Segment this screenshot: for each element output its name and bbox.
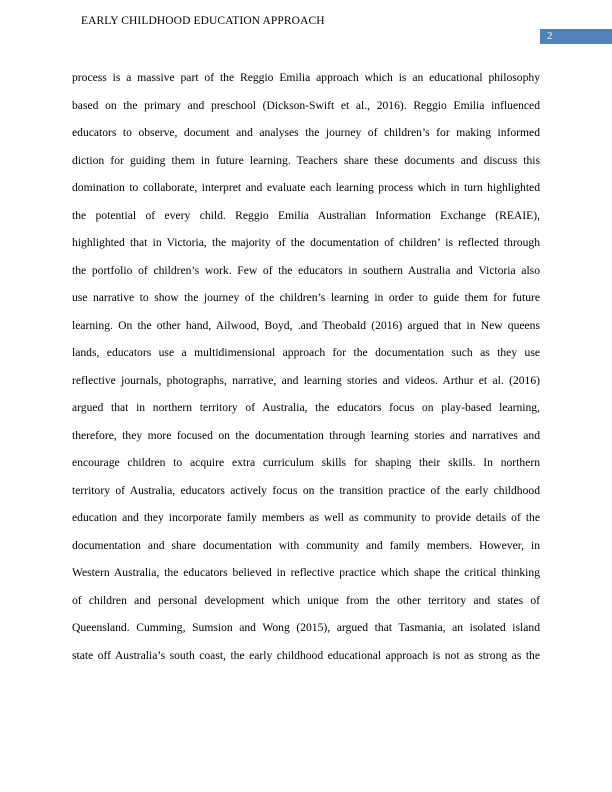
text-line: based on the primary and preschool (Dickson-Swift et al., 2016). Reggio Emilia influenced — [72, 98, 540, 112]
text-line: argued that in northern territory of Australia, the educators focus on play-based learning, — [72, 401, 540, 414]
text-line: educators to observe, document and analyses the journey of children’s for making informed — [72, 126, 540, 139]
text-line: diction for guiding them in future learning. Teachers share these documents and discuss this — [72, 153, 540, 167]
text-line: learning. On the other hand, Ailwood, Boyd, .and Theobald (2016) argued that in New queens — [72, 318, 540, 332]
text-line: state off Australia’s south coast, the early childhood educational approach is not as strong as the — [72, 648, 540, 662]
text-line: the portfolio of children’s work. Few of the educators in southern Australia and Victoria also — [72, 263, 540, 277]
text-line: Queensland. Cumming, Sumsion and Wong (2015), argued that Tasmania, an isolated island — [72, 621, 540, 634]
running-head-title: EARLY CHILDHOOD EDUCATION APPROACH — [81, 15, 325, 27]
text-line: therefore, they more focused on the documentation through learning stories and narratives and — [72, 428, 540, 442]
text-line: the potential of every child. Reggio Emilia Australian Information Exchange (REAIE), — [72, 208, 540, 222]
text-line: of children and personal development which unique from the other territory and states of — [72, 593, 540, 607]
text-line: territory of Australia, educators actively focus on the transition practice of the early childhood — [72, 483, 540, 497]
text-line: lands, educators use a multidimensional approach for the documentation such as they use — [72, 346, 540, 359]
text-line: documentation and share documentation with community and family members. However, in — [72, 538, 540, 552]
text-line: education and they incorporate family members as well as community to provide details of the — [72, 511, 540, 524]
page-number-band — [540, 29, 612, 44]
text-line: use narrative to show the journey of the children’s learning in order to guide them for future — [72, 291, 540, 304]
text-line: Western Australia, the educators believed in reflective practice which shape the critical thinking — [72, 566, 540, 579]
text-line: domination to collaborate, interpret and evaluate each learning process which in turn highlighted — [72, 181, 540, 194]
text-line: process is a massive part of the Reggio Emilia approach which is an educational philosophy — [72, 71, 540, 84]
page-number: 2 — [547, 30, 553, 42]
body-paragraph — [72, 64, 540, 669]
text-line: reflective journals, photographs, narrative, and learning stories and videos. Arthur et al. (2016) — [72, 373, 540, 387]
text-line: encourage children to acquire extra curriculum skills for shaping their skills. In northern — [72, 456, 540, 469]
text-line: highlighted that in Victoria, the majority of the documentation of children’ is reflected through — [72, 236, 540, 249]
